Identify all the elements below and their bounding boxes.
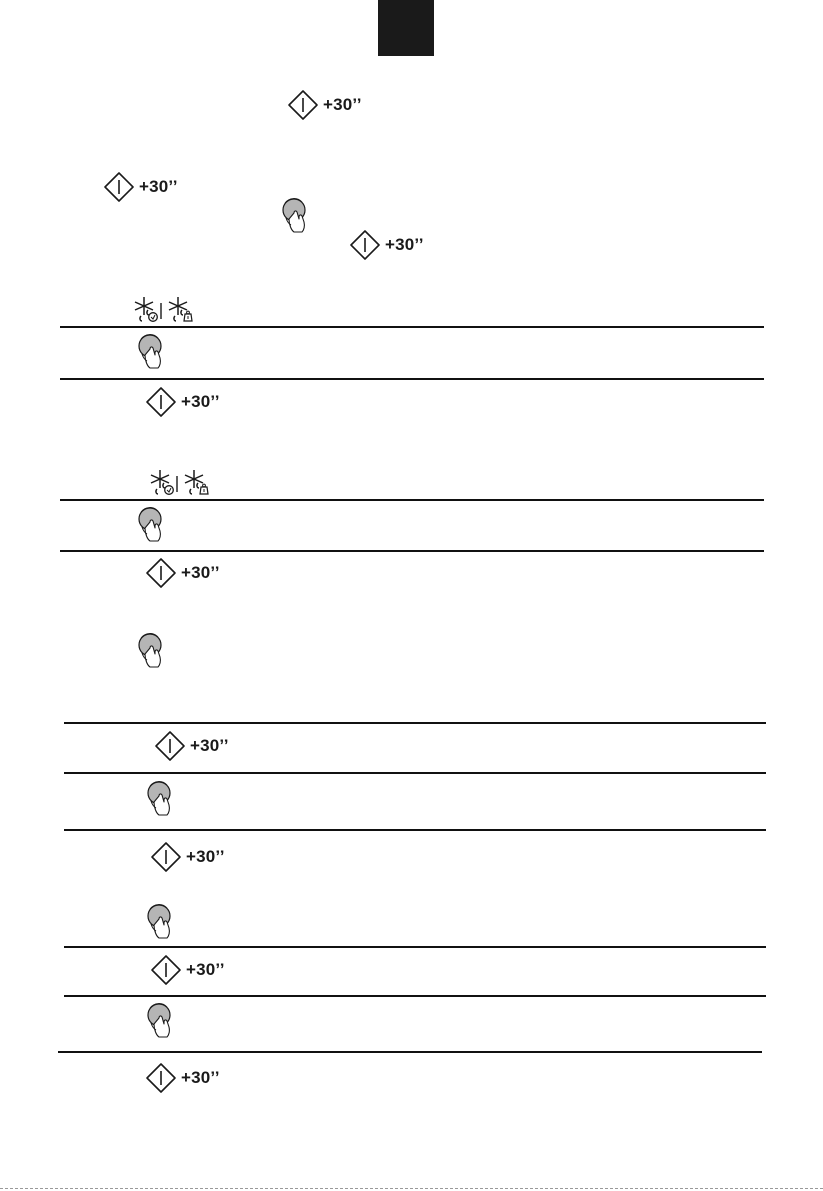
plus30-label: +30’’: [323, 95, 362, 114]
start-button-icon: [145, 386, 220, 418]
plus30-label: +30’’: [186, 960, 225, 979]
plus30-label: +30’’: [190, 736, 229, 755]
table-divider: [64, 722, 766, 724]
defrost-icon: [149, 469, 213, 496]
diamond-icon: [150, 954, 182, 986]
table-divider: [60, 499, 764, 501]
dial-knob-icon: [136, 632, 168, 670]
page-language-tab: [378, 0, 434, 56]
dial-knob-icon: [136, 506, 168, 544]
dial-knob-icon: [280, 197, 312, 235]
table-divider: [64, 995, 766, 997]
start-button-icon: [145, 557, 220, 589]
diamond-icon: [349, 229, 381, 261]
start-button-icon: [287, 89, 362, 121]
diamond-icon: [145, 386, 177, 418]
diamond-icon: [154, 730, 186, 762]
start-button-icon: [150, 841, 225, 873]
start-button-icon: [103, 171, 178, 203]
table-divider: [60, 550, 764, 552]
plus30-label: +30’’: [385, 235, 424, 254]
plus30-label: +30’’: [181, 392, 220, 411]
defrost-icon: [133, 296, 197, 323]
dial-knob-icon: [145, 1002, 177, 1040]
dial-knob-icon: [145, 903, 177, 941]
plus30-label: +30’’: [181, 563, 220, 582]
table-divider: [58, 1051, 762, 1053]
diamond-icon: [150, 841, 182, 873]
plus30-label: +30’’: [139, 177, 178, 196]
plus30-label: +30’’: [181, 1068, 220, 1087]
start-button-icon: [154, 730, 229, 762]
diamond-icon: [145, 1062, 177, 1094]
table-divider: [60, 378, 764, 380]
diamond-icon: [287, 89, 319, 121]
table-divider: [64, 829, 766, 831]
dial-knob-icon: [136, 333, 168, 371]
table-divider: [60, 326, 764, 328]
diamond-icon: [145, 557, 177, 589]
start-button-icon: [145, 1062, 220, 1094]
start-button-icon: [349, 229, 424, 261]
dial-knob-icon: [145, 780, 177, 818]
plus30-label: +30’’: [186, 847, 225, 866]
table-divider: [64, 772, 766, 774]
diamond-icon: [103, 171, 135, 203]
start-button-icon: [150, 954, 225, 986]
page-edge-dashes: [0, 1188, 823, 1189]
table-divider: [64, 946, 766, 948]
